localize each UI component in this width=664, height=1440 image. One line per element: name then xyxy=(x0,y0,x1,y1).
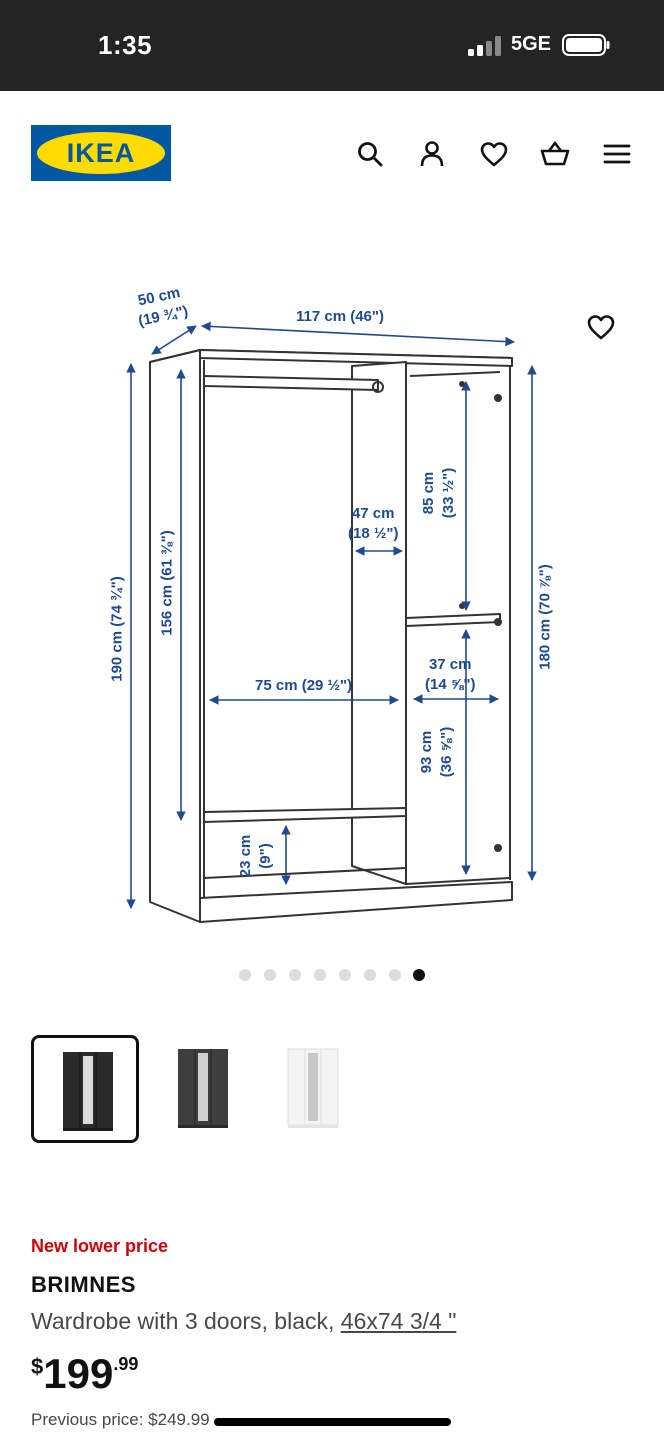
product-description-text: Wardrobe with 3 doors, black, xyxy=(31,1308,341,1334)
ikea-logo[interactable] xyxy=(31,125,171,181)
price-decimal: .99 xyxy=(113,1354,139,1374)
dim-shelf-depth: 47 cm (18 ½") xyxy=(348,505,399,542)
product-image-gallery[interactable] xyxy=(0,221,664,1001)
network-label: 5GE xyxy=(511,33,552,55)
home-indicator[interactable] xyxy=(214,1418,451,1426)
dim-width: 117 cm (46") xyxy=(296,308,385,325)
gallery-dot[interactable] xyxy=(264,969,276,981)
menu-icon[interactable] xyxy=(602,139,632,169)
dim-lower-shelf-height: 93 cm (36 ⅝") xyxy=(418,726,455,778)
gallery-dot[interactable] xyxy=(314,969,326,981)
dim-depth: 50 cm (19 ¾") xyxy=(136,283,190,330)
price-currency: $ xyxy=(31,1354,44,1379)
price-badge: New lower price xyxy=(31,1236,169,1256)
dim-right-width: 37 cm (14 ⅝") xyxy=(425,656,476,693)
status-time: 1:35 xyxy=(98,30,153,60)
variant-dark-gray-thumbnail[interactable] xyxy=(149,1035,257,1143)
dim-door-height: 180 cm (70 ⅞") xyxy=(536,564,554,670)
heart-outline-icon xyxy=(586,312,616,342)
dim-total-height: 190 cm (74 ¾") xyxy=(108,576,126,682)
basket-icon[interactable] xyxy=(540,139,570,169)
product-price xyxy=(31,1350,138,1398)
dim-upper-shelf-height: 85 cm (33 ½") xyxy=(420,467,457,519)
price-integer: 199 xyxy=(43,1350,114,1397)
product-name: BRIMNES xyxy=(31,1272,136,1297)
battery-icon xyxy=(562,34,610,56)
variant-black-thumbnail[interactable] xyxy=(31,1035,139,1143)
signal-icon xyxy=(468,36,504,56)
status-bar xyxy=(0,0,664,91)
heart-icon[interactable] xyxy=(479,139,509,169)
variant-white-thumbnail[interactable] xyxy=(259,1035,367,1143)
previous-price: Previous price: $249.99 xyxy=(31,1410,210,1429)
gallery-dot[interactable] xyxy=(289,969,301,981)
favorite-button[interactable] xyxy=(586,312,616,342)
logo-text: IKEA xyxy=(66,138,136,168)
gallery-dot[interactable] xyxy=(364,969,376,981)
dim-inner-height: 156 cm (61 ⅜") xyxy=(158,530,176,636)
gallery-dot[interactable] xyxy=(239,969,251,981)
product-description xyxy=(31,1308,456,1335)
gallery-dot[interactable] xyxy=(389,969,401,981)
dim-left-width: 75 cm (29 ½") xyxy=(255,677,353,694)
gallery-dot[interactable] xyxy=(339,969,351,981)
size-link[interactable]: 46x74 3/4 " xyxy=(340,1308,457,1334)
header xyxy=(0,91,664,221)
gallery-dot-active[interactable] xyxy=(413,969,425,981)
search-icon[interactable] xyxy=(355,139,385,169)
user-icon[interactable] xyxy=(417,139,447,169)
variant-thumbnails xyxy=(0,1035,664,1147)
dim-bottom-height: 23 cm (9") xyxy=(237,834,274,878)
